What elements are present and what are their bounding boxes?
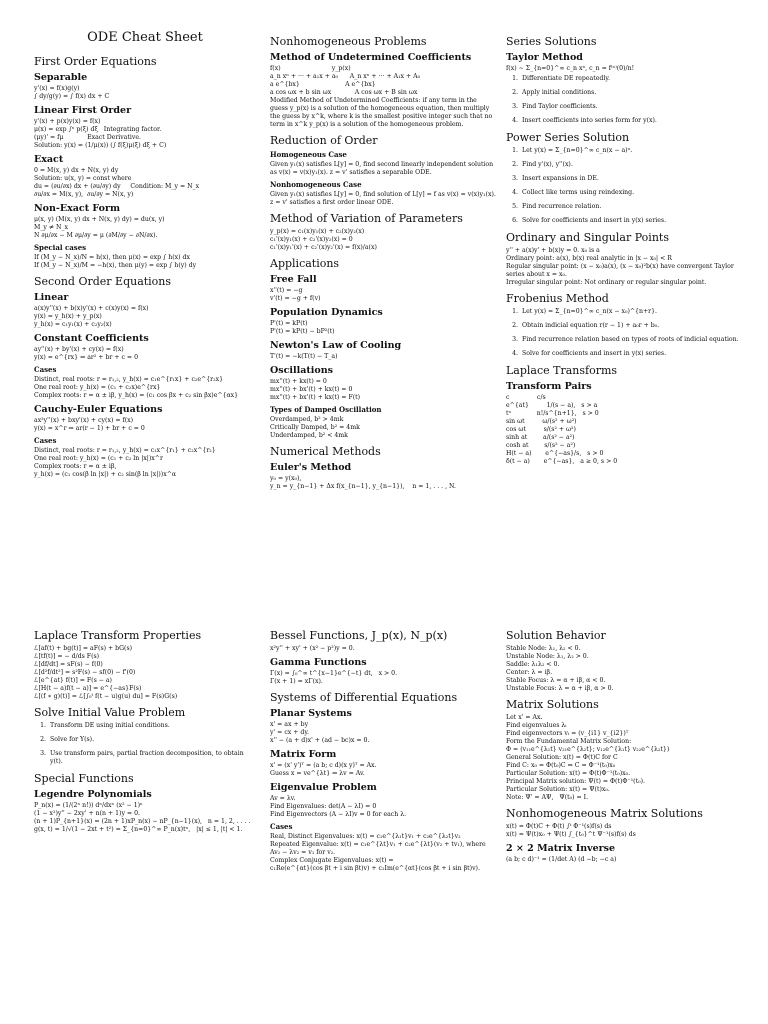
formula-line: Regular singular point: (x − x₀)a(x), (x − x₀)²b(x) have convergent Taylor series about x = x₀. [506,263,736,278]
numbered-steps [506,147,744,225]
formula-line: Particular Solution: x(t) = Φ(t)Φ⁻¹(t₀)x₀. [506,770,631,777]
section-heading: Solution Behavior [506,629,606,642]
formula-line: Ordinary point: a(x), b(x) real analytic in |x − x₀| < R [506,255,672,262]
formula-line: c c/s [506,394,546,401]
formula-line: ay''(x) + by'(x) + cy(x) = f(x) [34,346,124,353]
section-heading: Second Order Equations [34,275,172,288]
formula-line: Complex roots: r = α ± iβ, y_h(x) = (c₁ cos βx + c₂ sin βx)e^{αx} [34,392,239,399]
step-item: 2. Find y'(x), y''(x). [520,161,744,169]
formula-line: x' = ax + by [270,721,309,728]
formula-line: y_p(x) = c₁(x)y₁(x) + c₂(x)y₂(x) [270,228,365,235]
formula-line: Given y₁(x) satisfies L[y] = 0, find solution of L[y] = f as v(x) = v(x)y₁(x). z = v' satisfies a first order linear ODE. [270,191,498,206]
section-heading: Method of Variation of Parameters [270,212,463,225]
formula-line: a cos ωx + b sin ωx A cos ωx + B sin ωx [270,89,418,96]
minor-heading: Cases [34,436,57,445]
subsection-heading: Oscillations [270,365,333,376]
formula-line: ∂u/∂x = M(x, y), ∂u/∂y = N(x, y) [34,191,134,198]
minor-heading: Types of Damped Oscillation [270,405,382,414]
section-laplace [506,364,744,466]
step-item: 1. Transform DE using initial conditions. [48,722,256,730]
step-item: 2. Apply initial conditions. [520,89,744,97]
subsection-heading: Linear First Order [34,105,132,116]
section-matrix-solutions [506,698,744,802]
column-top-left [34,30,256,590]
step-item: 4. Insert coefficients into series form for y(x). [520,117,744,125]
formula-line: Φ = (v₁₁e^{λ₁t} v₂₁e^{λ₂t}; v₁₂e^{λ₁t} v₂₂e^{λ₂t}) [506,746,670,753]
formula-line: Real, Distinct Eigenvalues: x(t) = c₁e^{λ₁t}v₁ + c₂e^{λ₂t}v₂ [270,833,461,840]
subsection-heading: Free Fall [270,274,317,285]
formula-line: f(x) y_p(x) [270,65,351,72]
formula-line: If (M_y − N_x)/M = −h(x), then μ(y) = exp ∫ h(y) dy [34,262,197,269]
section-heading: Reduction of Order [270,134,378,147]
formula-line: Irregular singular point: Not ordinary or regular singular point. [506,279,707,286]
formula-line: (μy)' = fμ Exact Derivative. [34,134,142,141]
formula-line: Find C: x₀ = Φ(t₀)C ⇒ C = Φ⁻¹(t₀)x₀ [506,762,616,769]
formula-line: c₁Re(e^{αt}(cos βt + i sin βt)v) + c₂Im(e^{αt}(cos βt + i sin βt)v). [270,865,480,872]
formula-line: y'(x) = f(x)g(y) [34,85,80,92]
section-heading: Special Functions [34,772,134,785]
formula-line: δ(t − a) e^{−as}, a ≥ 0, s > 0 [506,458,618,465]
subsection-heading: Legendre Polynomials [34,789,152,800]
section-reduction [270,134,496,207]
subsection-heading: Cauchy-Euler Equations [34,404,163,415]
formula-line: mx''(t) + kx(t) = 0 [270,378,327,385]
minor-heading: Cases [270,822,293,831]
formula-line: ℒ[af(t) + bg(t)] = aF(s) + bG(s) [34,645,133,652]
formula-line: Note: Ψ' = AΨ, Ψ(t₀) = I. [506,794,589,801]
section-frobenius [506,292,744,358]
formula-line: Guess x = ve^{λt} ⇒ λv = Av. [270,770,365,777]
step-item: 4. Solve for coefficients and insert in y(x) series. [520,350,744,358]
formula-line: Complex Conjugate Eigenvalues: x(t) = [270,857,394,864]
formula-line: M_y ≠ N_x [34,224,69,231]
formula-line: Find Eigenvalues: det(A − λI) = 0 [270,803,377,810]
formula-line: sinh at a/(s² − a²) [506,434,575,441]
subsection-heading: Transform Pairs [506,381,592,392]
formula-line: 0 = M(x, y) dx + N(x, y) dy [34,167,119,174]
section-heading: Ordinary and Singular Points [506,231,669,244]
formula-line: Solution: y(x) = (1/μ(x)) (∫ f(ξ)μ(ξ) dξ + C) [34,142,167,149]
formula-line: Form the Fundamental Matrix Solution: [506,738,632,745]
formula-line: P'(t) = kP(t) − bP²(t) [270,328,335,335]
formula-line: Stable Node: λ₁, λ₂ < 0. [506,645,581,652]
section-special [34,772,256,834]
formula-line: v'(t) = −g + f(v) [270,295,321,302]
formula-line: y₀ = y(x₀), [270,475,302,482]
section-heading: Power Series Solution [506,131,630,144]
section-series [506,35,744,125]
formula-line: x' = (x' y')ᵀ = (a b; c d)(x y)ᵀ = Ax. [270,762,377,769]
step-item: 6. Solve for coefficients and insert in y(x) series. [520,217,744,225]
formula-line: Stable Focus: λ = α + iβ, α < 0. [506,677,606,684]
formula-line: Solution: u(x, y) = const where [34,175,132,182]
section-heading: Laplace Transform Properties [34,629,202,642]
column-bottom-right [506,624,744,1014]
subsection-heading: Matrix Form [270,749,337,760]
section-behavior [506,629,744,693]
formula-line: y'(x) + p(x)y(x) = f(x) [34,118,101,125]
step-item: 1. Differentiate DE repeatedly. [520,75,744,83]
formula-line: Distinct, real roots: r = r₁,₂, y_h(x) = c₁x^{r₁} + c₂x^{r₂} [34,447,216,454]
formula-line: Unstable Focus: λ = α + iβ, α > 0. [506,685,614,692]
formula-line: T'(t) = −k(T(t) − T_a) [270,353,338,360]
section-heading: Systems of Differential Equations [270,691,458,704]
formula-line: ℒ[d²f/dt²] = s²F(s) − sf(0) − f'(0) [34,669,136,676]
formula-line: x''(t) = −g [270,287,303,294]
section-heading: Nonhomogeneous Matrix Solutions [506,807,703,820]
section-heading: Solve Initial Value Problem [34,706,186,719]
minor-heading: Homogeneous Case [270,150,347,159]
subsection-heading: Gamma Functions [270,657,367,668]
section-nonhom-matrix [506,807,744,864]
subsection-heading: Eigenvalue Problem [270,782,377,793]
subsection-heading: Linear [34,292,69,303]
section-numerical [270,445,496,491]
formula-line: Find Eigenvectors (A − λI)v = 0 for each λ. [270,811,407,818]
minor-heading: Cases [34,365,57,374]
formula-line: y(x) = y_h(x) + y_p(x) [34,313,102,320]
section-bessel [270,629,496,686]
section-nonhomogeneous [270,35,496,129]
subsection-heading: Non-Exact Form [34,203,121,214]
section-heading: Numerical Methods [270,445,381,458]
formula-line: N ∂μ/∂x − M ∂μ/∂y = μ (∂M/∂y − ∂N/∂x). [34,232,158,239]
formula-line: mx''(t) + bx'(t) + kx(t) = F(t) [270,394,361,401]
formula-line: ℒ[(f ∗ g)(t)] = ℒ[∫₀ᵗ f(t − u)g(u) du] = F(s)G(s) [34,693,178,700]
step-item: 5. Find recurrence relation. [520,203,744,211]
step-item: 1. Let y(x) = Σ_{n=0}^∞ c_n(x − a)ⁿ. [520,147,744,155]
formula-line: Saddle: λ₁λ₂ < 0. [506,661,560,668]
step-item: 3. Use transform pairs, partial fraction decomposition, to obtain y(t). [48,750,256,766]
subsection-heading: 2 × 2 Matrix Inverse [506,843,616,854]
subsection-heading: Exact [34,154,64,165]
formula-line: Av = λv. [270,795,296,802]
section-second-order [34,275,256,479]
formula-line: y(x) = x^r ⇒ ar(r − 1) + br + c = 0 [34,425,145,432]
column-bottom-middle [270,624,496,1014]
formula-line: ax²y''(x) + bxy'(x) + cy(x) = f(x) [34,417,134,424]
section-heading: Applications [270,257,340,270]
section-heading: Laplace Transforms [506,364,618,377]
formula-line: Γ(x) = ∫₀^∞ t^{x−1}e^{−t} dt, x > 0. [270,670,398,677]
formula-line: x'' − (a + d)x' + (ad − bc)x = 0. [270,737,370,744]
formula-line: Distinct, real roots: r = r₁,₂, y_h(x) = c₁e^{r₁x} + c₂e^{r₂x} [34,376,224,383]
subsection-heading: Taylor Method [506,52,583,63]
formula-line: x(t) = Φ(t)C + Φ(t) ∫ᵗ Φ⁻¹(s)f(s) ds [506,823,612,830]
step-item: 4. Collect like terms using reindexing. [520,189,744,197]
section-heading: Bessel Functions, J_p(x), N_p(x) [270,629,448,642]
formula-line: P'(t) = kP(t) [270,320,308,327]
section-heading: Matrix Solutions [506,698,599,711]
formula-line: Find eigenvalues λᵢ [506,722,567,729]
formula-line: One real root: y_h(x) = (c₁ + c₂ ln |x|)x^r [34,455,163,462]
section-heading: Frobenius Method [506,292,609,305]
section-singular [506,231,744,287]
subsection-heading: Method of Undetermined Coefficients [270,52,472,63]
subsection-heading: Planar Systems [270,708,352,719]
formula-line: y_h(x) = (c₁ cos(β ln |x|) + c₂ sin(β ln |x|))x^α [34,471,177,478]
formula-line: ℒ[e^{at} f(t)] = F(s − a) [34,677,112,684]
formula-line: Given y₁(x) satisfies L[y] = 0, find second linearly independent solution as v(x) = v(x)y₁(x). z = v' satisfies a separable ODE. [270,161,496,176]
subsection-heading: Constant Coefficients [34,333,149,344]
formula-line: y_n = y_{n−1} + Δx f(x_{n−1}, y_{n−1}), n = 1, . . . , N. [270,483,457,490]
formula-line: x(t) = Ψ(t)x₀ + Ψ(t) ∫_{t₀}^t Ψ⁻¹(s)f(s) ds [506,831,636,838]
minor-heading: Special cases [34,243,87,252]
step-item: 3. Find recurrence relation based on types of roots of indicial equation. [520,336,744,344]
column-bottom-left [34,624,256,1014]
formula-line: Find eigenvectors vᵢ = (v_{i1} v_{i2})ᵀ [506,730,629,737]
formula-line: Complex roots: r = α ± iβ, [34,463,117,470]
formula-line: f(x) ∼ Σ_{n=0}^∞ c_n xⁿ, c_n = f⁽ⁿ⁾(0)/n! [506,65,635,72]
formula-line: y' = cx + dy. [270,729,309,736]
formula-line: g(x, t) = 1/√(1 − 2xt + t²) = Σ_{n=0}^∞ P_n(x)tⁿ, |x| ≤ 1, |t| < 1. [34,826,243,833]
formula-line: e^{at} 1/(s − a), s > a [506,402,598,409]
formula-line: (1 − x²)y'' − 2xy' + n(n + 1)y = 0. [34,810,140,817]
numbered-steps [34,722,256,766]
formula-line: One real root: y_h(x) = (c₁ + c₂x)e^{rx} [34,384,161,391]
section-applications [270,257,496,440]
formula-line: ℒ[H(t − a)f(t − a)] = e^{−as}F(s) [34,685,142,692]
formula-line: μ(x) = exp ∫ˣ p(ξ) dξ Integrating factor. [34,126,162,133]
section-systems [270,691,496,873]
subsection-heading: Newton's Law of Cooling [270,340,402,351]
numbered-steps [506,308,744,358]
subsection-heading: Population Dynamics [270,307,383,318]
formula-line: (a b; c d)⁻¹ = (1/det A) (d −b; −c a) [506,856,617,863]
formula-line: ℒ[df/dt] = sF(s) − f(0) [34,661,103,668]
formula-line: Γ(x + 1) = xΓ(x). [270,678,323,685]
formula-line: Overdamped, b² > 4mk [270,416,344,423]
minor-heading: Nonhomogeneous Case [270,180,362,189]
formula-line: Critically Damped, b² = 4mk [270,424,360,431]
formula-line: a e^{bx} A e^{bx} [270,81,376,88]
formula-line: Principal Matrix solution: Ψ(t) = Φ(t)Φ⁻¹(t₀). [506,778,645,785]
formula-line: du = (∂u/∂x) dx + (∂u/∂y) dy Condition: M_y = N_x [34,183,200,190]
section-variation [270,212,496,252]
formula-line: cos ωt s/(s² + ω²) [506,426,576,433]
formula-line: a_n xⁿ + ··· + a₁x + a₀ A_n xⁿ + ··· + A₁x + A₀ [270,73,421,80]
step-item: 1. Let y(x) = Σ_{n=0}^∞ c_n(x − x₀)^{n+r}. [520,308,744,316]
step-item: 3. Find Taylor coefficients. [520,103,744,111]
section-heading: Nonhomogeneous Problems [270,35,427,48]
step-item: 2. Solve for Y(s). [48,736,256,744]
formula-line: P_n(x) = (1/(2ⁿ n!)) dⁿ/dxⁿ (x² − 1)ⁿ [34,802,143,809]
formula-line: y_h(x) = c₁y₁(x) + c₂y₂(x) [34,321,112,328]
section-heading: First Order Equations [34,55,157,68]
formula-line: Let x' = Ax. [506,714,543,721]
section-heading: Series Solutions [506,35,597,48]
formula-line: Modified Method of Undetermined Coefficients: if any term in the guess y_p(x) is a solution of the homogeneous equation, then multiply the guess by x^k, where k is the smallest positive integer such that no term in x^k y_p(x) is a solution of the homogeneous problem. [270,97,495,128]
formula-line: a(x)y''(x) + b(x)y'(x) + c(x)y(x) = f(x) [34,305,149,312]
column-top-right [506,30,744,590]
section-ivp [34,706,256,766]
formula-line: mx''(t) + bx'(t) + kx(t) = 0 [270,386,353,393]
formula-line: tⁿ n!/s^{n+1}, s > 0 [506,410,599,417]
formula-line: General Solution: x(t) = Φ(t)C for C [506,754,618,761]
formula-line: y'' + a(x)y' + b(x)y = 0. x₀ is a [506,247,600,254]
formula-line: Center: λ = iβ. [506,669,553,676]
formula-line: (n + 1)P_{n+1}(x) = (2n + 1)xP_n(x) − nP_{n−1}(x), n = 1, 2, . . . . [34,818,251,825]
formula-line: Underdamped, b² < 4mk [270,432,348,439]
formula-line: Repeated Eigenvalue: x(t) = c₁e^{λt}v₁ + c₂e^{λt}(v₂ + tv₁), where Av₂ − λv₂ = v₁ for v₂. [270,841,488,856]
formula-line: c₁'(x)y₁'(x) + c₂'(x)y₂'(x) = f(x)/a(x) [270,244,377,251]
subsection-heading: Separable [34,72,88,83]
formula-line: c₁'(x)y₁(x) + c₂'(x)y₂(x) = 0 [270,236,353,243]
section-first-order [34,55,256,270]
formula-line: x²y'' + xy' + (x² − p²)y = 0. [270,645,355,652]
formula-line: H(t − a) e^{−as}/s, s > 0 [506,450,604,457]
formula-line: ∫ dy/g(y) = ∫ f(x) dx + C [34,93,110,100]
formula-line: ℒ[tf(t)] = − d/ds F(s) [34,653,100,660]
formula-line: sin ωt ω/(s² + ω²) [506,418,577,425]
formula-line: If (M_y − N_x)/N = h(x), then μ(x) = exp ∫ h(x) dx [34,254,190,261]
formula-line: cosh at s/(s² − a²) [506,442,576,449]
numbered-steps [506,75,744,125]
column-top-middle [270,30,496,590]
formula-line: μ(x, y) (M(x, y) dx + N(x, y) dy) = du(x, y) [34,216,165,223]
subsection-heading: Euler's Method [270,462,352,473]
section-laplace-props [34,629,256,701]
step-item: 2. Obtain indicial equation r(r − 1) + a₀r + b₀. [520,322,744,330]
formula-line: Unstable Node: λ₁, λ₂ > 0. [506,653,589,660]
section-power-series [506,131,744,225]
formula-line: Particular Solution: x(t) = Ψ(t)x₀. [506,786,610,793]
document-title: ODE Cheat Sheet [87,30,203,45]
step-item: 3. Insert expansions in DE. [520,175,744,183]
formula-line: y(x) = e^{rx} ⇒ ar² + br + c = 0 [34,354,139,361]
